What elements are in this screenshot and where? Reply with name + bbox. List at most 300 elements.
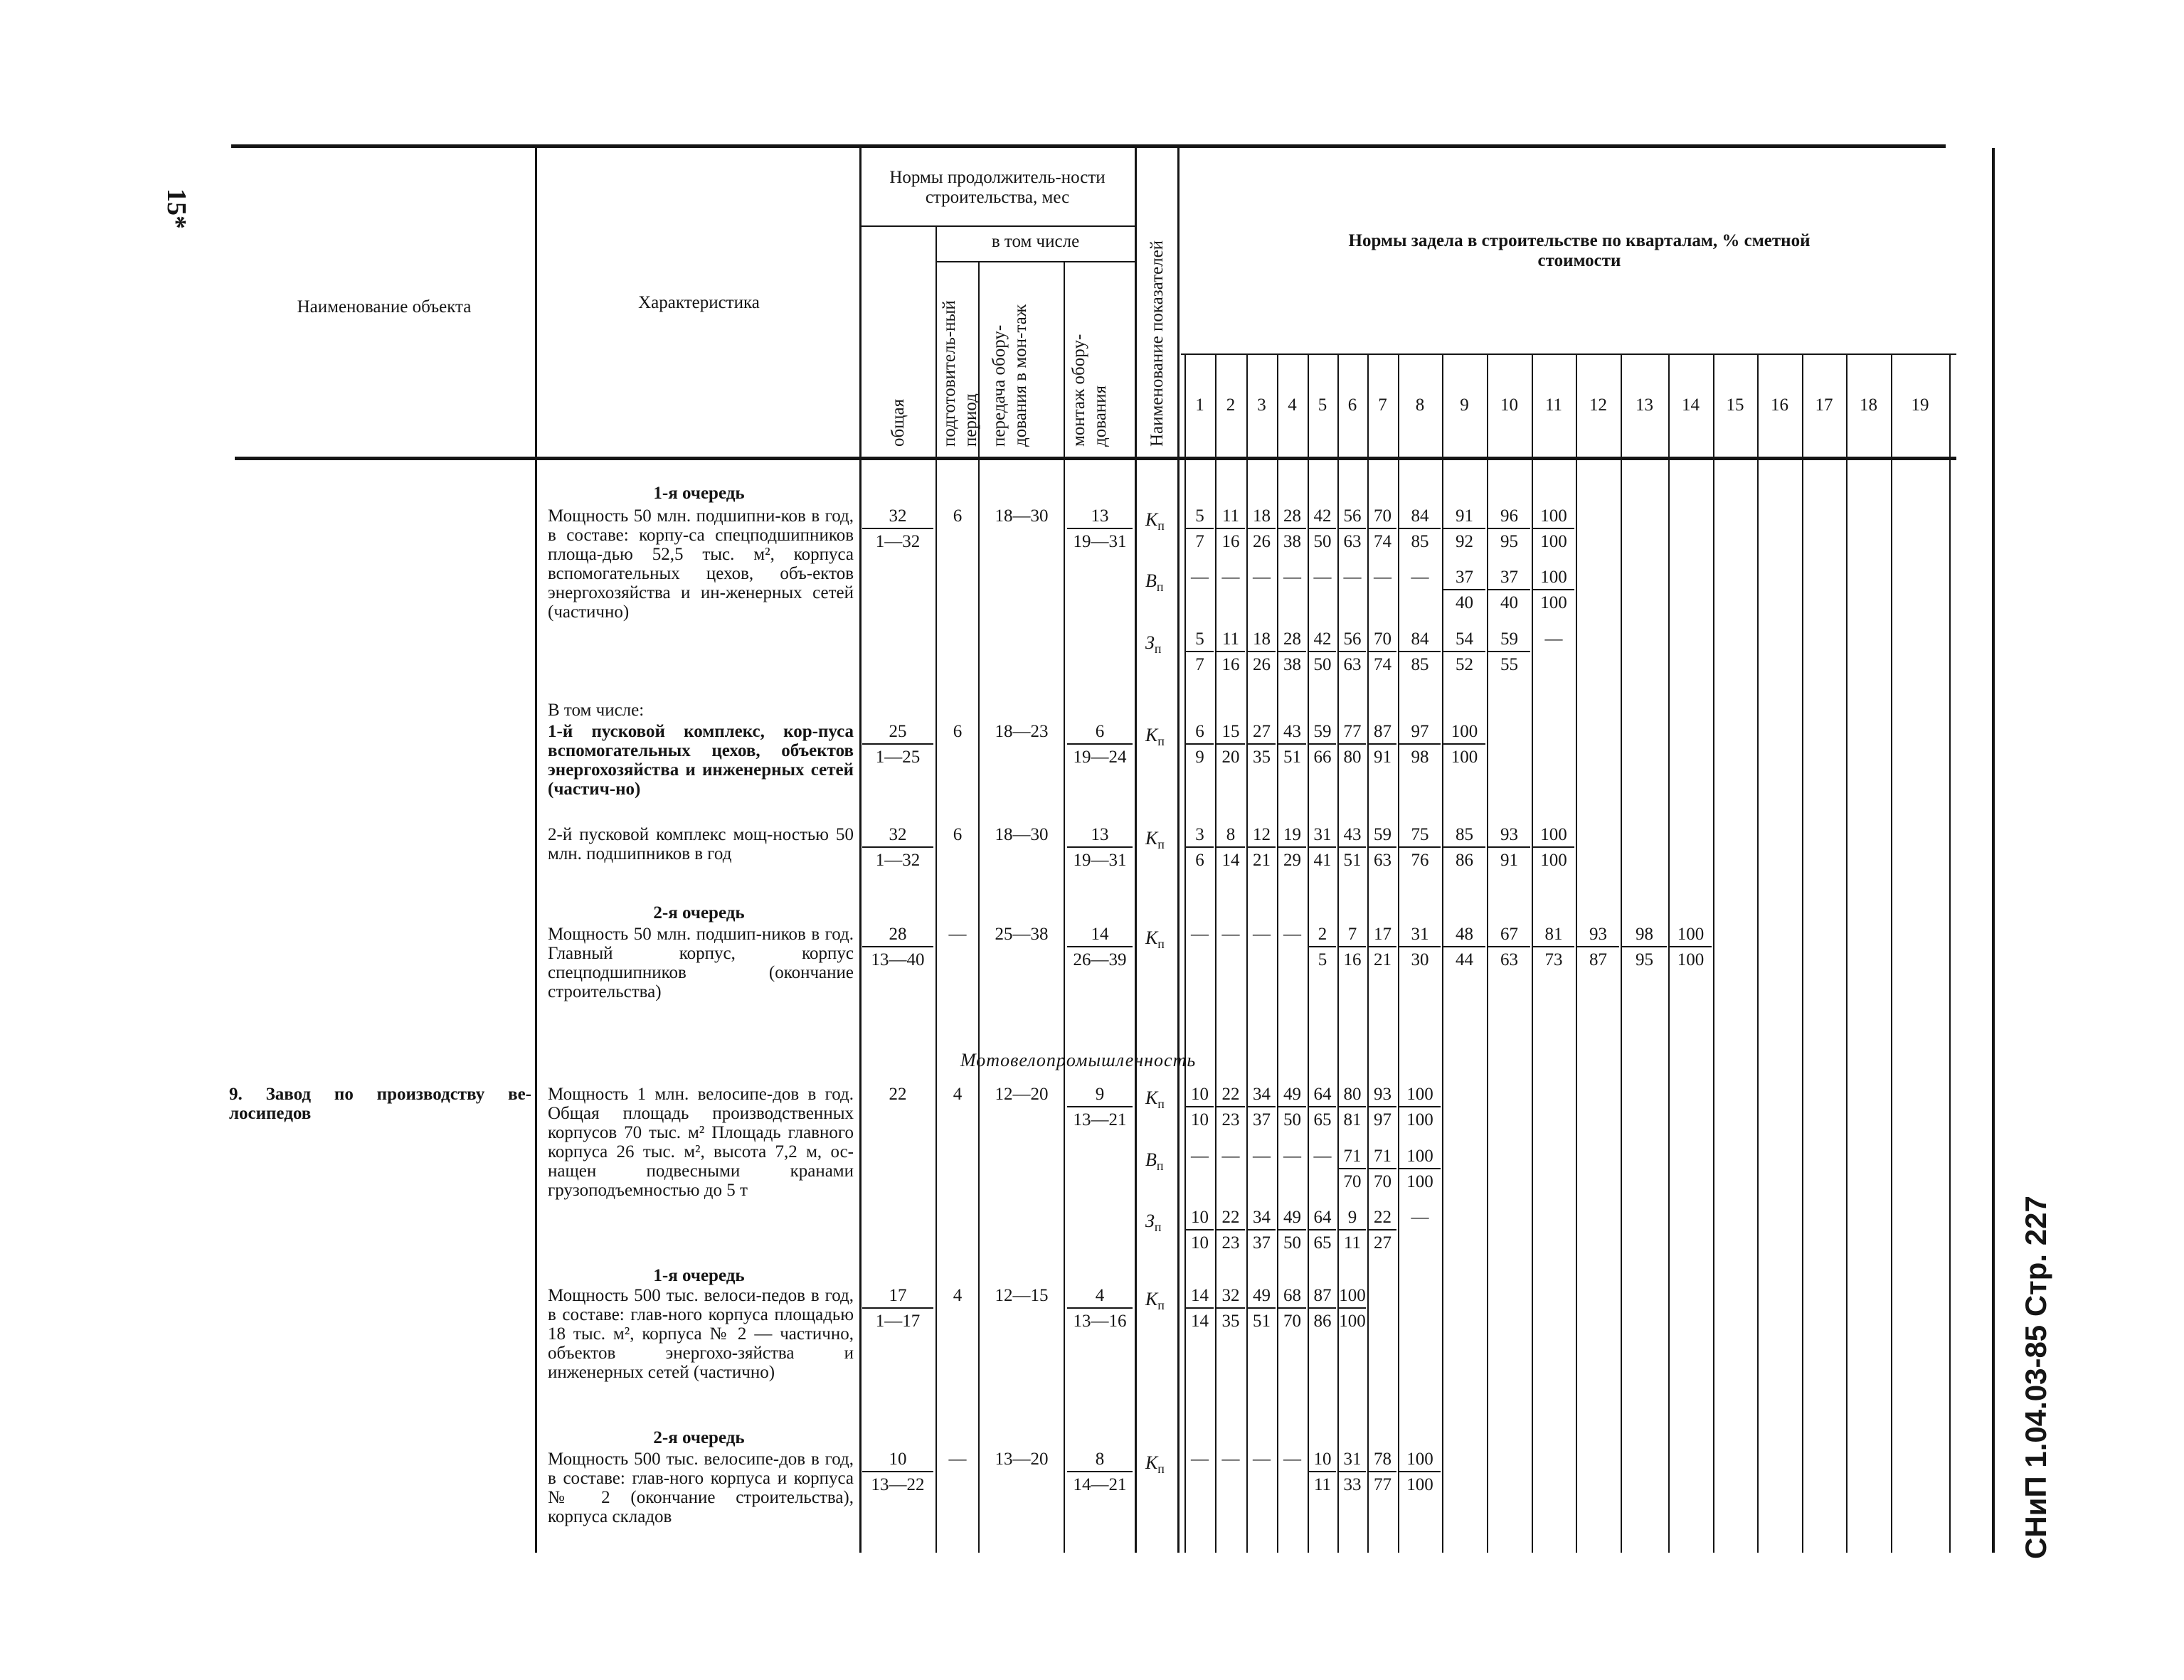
quarter-value-top: 10 [1186,1206,1214,1230]
quarter-value-bottom: 20 [1221,748,1240,767]
duration-total-top: 17 [862,1285,933,1309]
duration-sub-rule [861,225,1135,227]
quarter-value-top: 42 [1309,628,1336,652]
quarter-value [1399,824,1441,873]
quarter-value [1248,1145,1276,1168]
quarter-col-rule [1891,353,1892,1553]
quarter-value-value: — [1283,1450,1301,1469]
quarter-value-top: 43 [1339,824,1366,848]
quarter-value-top: 59 [1369,824,1396,848]
quarter-value-top: 12 [1248,824,1276,848]
indicator-letter: К [1145,509,1158,530]
quarter-value-top: 68 [1278,1285,1306,1309]
quarter-value-bottom: 97 [1374,1110,1391,1129]
quarter-number: 18 [1860,395,1877,415]
quarter-value-bottom: 16 [1221,532,1240,551]
quarter-value-top: 100 [1670,923,1712,947]
quarter-value-bottom: 100 [1451,748,1478,767]
quarter-value-bottom: 27 [1374,1233,1391,1253]
characteristic-text: Мощность 500 тыс. велоси-педов в год, в составе: глав-ного корпуса площадью 18 тыс. м², корпуса № 2 — частично, объектов энергохо-зяйства и инженерных сетей (частично) [548,1286,854,1382]
duration-prep: 6 [953,825,963,844]
quarter-value-bottom: 100 [1540,532,1567,551]
stage-heading: 1-я очередь [653,484,745,503]
quarter-value-top: 100 [1533,505,1574,529]
quarter-value-top: 87 [1309,1285,1336,1309]
stage-heading: 1-я очередь [653,1266,745,1285]
quarter-value-bottom: 7 [1195,655,1204,674]
quarter-value [1443,721,1485,770]
duration-prep: 4 [953,1085,963,1104]
quarter-number: 13 [1636,395,1653,415]
quarter-value-bottom: 91 [1374,748,1391,767]
quarter-value-bottom: 77 [1374,1475,1391,1494]
quarter-value-bottom: 14 [1191,1312,1209,1331]
quarter-value-bottom: 51 [1343,851,1362,870]
quarter-value [1186,1145,1214,1168]
quarter-value-bottom: 14 [1221,851,1240,870]
quarter-value-bottom: 63 [1343,532,1362,551]
quarter-number: 17 [1815,395,1833,415]
quarter-value-bottom: 10 [1191,1110,1209,1129]
quarter-value-top: 54 [1443,628,1485,652]
quarter-value-value: — [1221,568,1240,587]
indicator-label [1145,509,1165,533]
indicator-subscript: п [1154,1220,1162,1235]
quarter-value-bottom: 26 [1253,655,1271,674]
header-duration-norms: Нормы продолжитель-ности строительства, мес [889,168,1106,207]
quarter-value-top: 10 [1186,1083,1214,1107]
quarter-value-top: 31 [1309,824,1336,848]
duration-install-bottom: 13—16 [1073,1312,1127,1331]
quarter-number: 1 [1195,395,1204,415]
quarter-value-bottom: 11 [1313,1475,1332,1494]
header-characteristic: Характеристика [638,293,760,312]
quarter-value [1488,628,1530,678]
quarter-value-bottom: 38 [1283,532,1301,551]
quarter-value [1309,1206,1336,1256]
quarter-col-rule [1802,353,1803,1553]
quarter-value-top: 3 [1186,824,1214,848]
quarter-value-value: — [1544,629,1563,649]
quarter-value [1399,923,1441,973]
quarter-value [1339,721,1366,770]
duration-install [1067,1285,1133,1334]
duration-install-bottom: 19—24 [1073,748,1127,767]
quarter-value-top: 2 [1309,923,1336,947]
quarter-value-top: 22 [1369,1206,1396,1230]
quarter-value-top: 27 [1248,721,1276,745]
header-prep: подготовитель-ный период [940,300,980,447]
quarter-value [1186,1285,1214,1334]
quarter-value [1186,566,1214,589]
quarter-value [1309,721,1336,770]
quarter-value-top: 8 [1216,824,1245,848]
quarter-value [1248,566,1276,589]
quarter-value [1339,1448,1366,1498]
quarter-value [1443,505,1485,555]
quarter-value-bottom: 40 [1456,593,1473,612]
quarter-value-top: 80 [1339,1083,1366,1107]
quarter-value [1309,628,1336,678]
duration-prep: 4 [953,1286,963,1305]
quarter-value-bottom: 65 [1313,1110,1332,1129]
indicator-subscript: п [1154,642,1162,656]
duration-install-bottom: 14—21 [1073,1475,1127,1494]
quarter-value [1399,628,1441,678]
quarter-value-bottom: 70 [1374,1172,1391,1191]
quarter-value-top: 75 [1399,824,1441,848]
quarter-value-top: 71 [1339,1145,1366,1169]
quarter-value-value: — [1191,568,1209,587]
quarter-value [1443,566,1485,616]
duration-total [862,1285,933,1334]
quarter-value [1248,923,1276,946]
quarter-value-top: 59 [1488,628,1530,652]
quarter-value-bottom: 16 [1343,950,1362,969]
quarter-value [1533,566,1574,616]
quarter-value-bottom: 50 [1313,532,1332,551]
duration-total [862,824,933,873]
quarter-value-bottom: 6 [1195,851,1204,870]
quarter-value-top: 31 [1399,923,1441,947]
duration-total-top: 28 [862,923,933,947]
quarter-value [1309,1083,1336,1133]
quarter-value-bottom: 63 [1343,655,1362,674]
quarter-value-top: 85 [1443,824,1485,848]
duration-install-top: 4 [1067,1285,1133,1309]
indicator-letter: К [1145,1452,1158,1473]
quarter-value [1248,628,1276,678]
quarter-value-top: 96 [1488,505,1530,529]
quarter-value [1216,923,1245,946]
duration-install-top: 13 [1067,824,1133,848]
quarter-value-top: 97 [1399,721,1441,745]
quarter-value-top: 43 [1278,721,1306,745]
characteristic-text: Мощность 500 тыс. велосипе-дов в год, в составе: глав-ного корпуса и корпуса № 2 (окончание строительства), корпуса складов [548,1450,854,1526]
duration-install-top: 14 [1067,923,1133,947]
duration-transfer: 18—23 [995,722,1049,741]
quarter-number: 15 [1726,395,1744,415]
quarter-value-bottom: 74 [1374,655,1391,674]
quarter-value-bottom: 21 [1253,851,1271,870]
quarter-value-bottom: 21 [1374,950,1391,969]
quarter-value-value: — [1253,1147,1271,1166]
quarter-value-bottom: 100 [1540,593,1567,612]
quarter-value-bottom: 63 [1374,851,1391,870]
quarter-value [1186,923,1214,946]
duration-total [862,923,933,973]
duration-total-value: 22 [889,1085,907,1104]
quarter-value-bottom: 44 [1456,950,1473,969]
quarter-col-rule [1846,353,1848,1553]
sheet-mark: 15* [161,188,191,229]
quarter-value [1339,1083,1366,1133]
indicator-label [1145,1088,1165,1112]
quarter-value [1216,1448,1245,1471]
quarter-col-rule [1713,353,1714,1553]
quarter-number: 4 [1288,395,1297,415]
characteristic-text: 1-й пусковой комплекс, кор-пуса вспомогательных цехов, объектов энергохозяйства и инженерных сетей (частич-но) [548,722,854,799]
quarter-value-value: — [1343,568,1362,587]
quarter-value-top: 15 [1216,721,1245,745]
quarter-value-top: 32 [1216,1285,1245,1309]
quarter-value [1369,1145,1396,1195]
quarter-value-top: 14 [1186,1285,1214,1309]
quarter-value-bottom: 9 [1195,748,1204,767]
quarter-value [1309,1448,1336,1498]
quarter-value [1186,505,1214,555]
quarter-value-bottom: 30 [1411,950,1429,969]
quarter-value-bottom: 16 [1221,655,1240,674]
quarter-value [1278,1285,1306,1334]
duration-total-top: 32 [862,824,933,848]
quarter-value-top: 19 [1278,824,1306,848]
quarter-value-bottom: 92 [1456,532,1473,551]
quarter-value [1186,721,1214,770]
quarter-value-top: 48 [1443,923,1485,947]
quarter-value-value: — [1191,1450,1209,1469]
quarter-value-top: 18 [1248,505,1276,529]
quarter-value-top: 84 [1399,628,1441,652]
quarter-value [1369,566,1396,589]
quarter-value-top: 56 [1339,628,1366,652]
quarter-value-top: 5 [1186,628,1214,652]
quarter-value-top: 49 [1248,1285,1276,1309]
quarter-value [1278,721,1306,770]
quarter-value-bottom: 91 [1500,851,1518,870]
duration-prep: 6 [953,722,963,741]
quarter-value-top: 93 [1488,824,1530,848]
quarter-value-bottom: 100 [1406,1110,1433,1129]
indicator-subscript: п [1157,519,1165,533]
indicator-letter: З [1145,632,1155,653]
quarter-value [1577,923,1619,973]
quarter-value-value: — [1374,568,1391,587]
quarter-number: 3 [1257,395,1266,415]
quarter-value-bottom: 63 [1500,950,1518,969]
quarter-value-top: 28 [1278,628,1306,652]
quarter-number: 6 [1347,395,1357,415]
quarter-value [1339,1285,1366,1334]
quarter-value [1339,1206,1366,1256]
quarter-value-bottom: 10 [1191,1233,1209,1253]
quarter-value-bottom: 100 [1677,950,1705,969]
quarter-value [1443,628,1485,678]
quarter-value-top: 93 [1577,923,1619,947]
quarter-value-bottom: 98 [1411,748,1429,767]
quarter-value [1488,505,1530,555]
quarter-value [1443,824,1485,873]
quarter-value-top: 22 [1216,1083,1245,1107]
quarter-number: 7 [1378,395,1387,415]
duration-transfer: 18—30 [995,506,1049,526]
quarter-value [1399,566,1441,589]
quarter-value [1278,628,1306,678]
quarter-header-rule [1181,353,1956,355]
quarter-value-top: 70 [1369,628,1396,652]
quarter-value [1278,1083,1306,1133]
quarter-value [1309,1285,1336,1334]
header-backlog-norms: Нормы задела в строительстве по кварталам, % сметной стоимости [1348,231,1811,270]
quarter-value [1186,1448,1214,1471]
quarter-value-top: 100 [1399,1083,1441,1107]
quarter-value [1339,505,1366,555]
quarter-value-bottom: 55 [1500,655,1518,674]
quarter-value-bottom: 7 [1195,532,1204,551]
quarter-number: 11 [1544,395,1563,415]
quarter-value-bottom: 66 [1313,748,1332,767]
quarter-value [1216,505,1245,555]
quarter-value-bottom: 100 [1540,851,1567,870]
quarter-value-bottom: 29 [1283,851,1301,870]
quarter-value-bottom: 76 [1411,851,1429,870]
duration-total [862,1448,933,1498]
quarter-value-top: 28 [1278,505,1306,529]
indicator-subscript: п [1157,734,1165,749]
quarter-value [1399,1083,1441,1133]
section-title: Мотовелопромышленность [960,1050,1197,1070]
quarter-value [1339,628,1366,678]
in-that-rule [935,261,1135,262]
quarter-value-value: — [1253,1450,1271,1469]
quarter-value [1369,1206,1396,1256]
duration-prep: 6 [953,506,963,526]
quarter-value-bottom: 73 [1544,950,1563,969]
quarter-value [1399,721,1441,770]
quarter-value-top: 18 [1248,628,1276,652]
quarter-value [1278,505,1306,555]
col-rule-install [1135,148,1137,1553]
quarter-value-bottom: 51 [1283,748,1301,767]
indicator-label [1145,725,1165,749]
quarter-value-top: 91 [1443,505,1485,529]
quarter-value-value: — [1221,1147,1240,1166]
quarter-value [1248,824,1276,873]
duration-total-top: 32 [862,505,933,529]
indicator-label [1145,1452,1165,1477]
quarter-value [1339,824,1366,873]
object-name: 9. Завод по производству ве-лосипедов [229,1085,531,1123]
characteristic-text: Мощность 1 млн. велосипе-дов в год. Общая площадь производственных корпусов 70 тыс. м² Площадь главного корпуса 26 тыс. м², высота 7,2 м, ос-нащен подвесными кранами грузоподъемностью до 5 т [548,1085,854,1200]
indicator-subscript: п [1156,1159,1164,1174]
quarter-value-value: — [1313,1147,1332,1166]
quarter-value [1309,566,1336,589]
quarter-value-top: 11 [1216,628,1245,652]
quarter-value-bottom: 65 [1313,1233,1332,1253]
quarter-value [1278,824,1306,873]
header-total: общая [889,398,908,447]
duration-total-top: 10 [862,1448,933,1472]
duration-prep: — [948,925,967,944]
quarter-value-top: 10 [1309,1448,1336,1472]
col-rule-prep [978,261,980,1553]
quarter-value [1369,505,1396,555]
quarter-value [1248,721,1276,770]
quarter-value-bottom: 37 [1253,1110,1271,1129]
quarter-value [1248,1448,1276,1471]
col-rule-indicator [1177,148,1180,1553]
indicator-label [1145,828,1165,852]
quarter-value [1309,824,1336,873]
quarter-value-top: 81 [1533,923,1574,947]
col-rule-transfer [1064,261,1065,1553]
quarter-value [1248,1206,1276,1256]
quarter-value [1278,566,1306,589]
quarter-value-bottom: 50 [1283,1110,1301,1129]
quarter-value [1369,1083,1396,1133]
quarter-value-bottom: 52 [1456,655,1473,674]
quarter-value-bottom: 40 [1500,593,1518,612]
quarter-value-top: 34 [1248,1206,1276,1230]
quarter-value-bottom: 86 [1456,851,1473,870]
quarter-value [1369,824,1396,873]
quarter-number: 19 [1911,395,1929,415]
quarter-value-top: 42 [1309,505,1336,529]
quarter-value [1186,1083,1214,1133]
quarter-value-top: 22 [1216,1206,1245,1230]
quarter-value [1248,1285,1276,1334]
duration-transfer: 12—15 [995,1286,1049,1305]
quarter-value-top: 100 [1339,1285,1366,1309]
quarter-value [1533,824,1574,873]
duration-total-bottom: 1—32 [875,532,921,551]
quarter-value [1369,923,1396,973]
quarter-value-top: 100 [1533,566,1574,590]
duration-install [1067,721,1133,770]
duration-install-bottom: 19—31 [1073,532,1127,551]
quarter-value-top: 6 [1186,721,1214,745]
indicator-label [1145,632,1162,656]
table-right-rule [1992,148,1995,1553]
quarter-value [1533,628,1574,651]
quarter-value [1216,721,1245,770]
quarter-value-bottom: 87 [1589,950,1607,969]
indicator-letter: В [1145,570,1157,591]
indicator-subscript: п [1157,1462,1165,1477]
quarter-value-bottom: 11 [1343,1233,1362,1253]
duration-total-bottom: 1—32 [875,851,921,870]
duration-total-bottom: 13—40 [871,950,925,969]
quarter-value-top: 56 [1339,505,1366,529]
quarter-value-bottom: 100 [1339,1312,1366,1331]
quarter-value [1216,824,1245,873]
quarter-value [1399,505,1441,555]
quarter-value-top: 5 [1186,505,1214,529]
duration-total-top: 25 [862,721,933,745]
quarter-value [1533,923,1574,973]
quarter-value-bottom: 50 [1283,1233,1301,1253]
quarter-value [1399,1145,1441,1195]
quarter-number: 16 [1771,395,1788,415]
quarter-value-top: 93 [1369,1083,1396,1107]
quarter-value-top: 64 [1309,1083,1336,1107]
duration-install-top: 13 [1067,505,1133,529]
quarter-value-bottom: 23 [1221,1110,1240,1129]
duration-install-bottom: 19—31 [1073,851,1127,870]
quarter-value-bottom: 100 [1406,1172,1433,1191]
quarter-number: 14 [1682,395,1700,415]
indicator-label [1145,1149,1164,1174]
quarter-value [1369,1448,1396,1498]
quarter-value-value: — [1221,925,1240,944]
table-top-rule [231,144,1946,148]
quarter-value-bottom: 95 [1636,950,1653,969]
header-bottom-rule [235,457,1956,460]
quarter-value [1622,923,1667,973]
quarter-value [1216,1206,1245,1256]
col-rule-total [935,225,937,1553]
quarter-value [1533,505,1574,555]
